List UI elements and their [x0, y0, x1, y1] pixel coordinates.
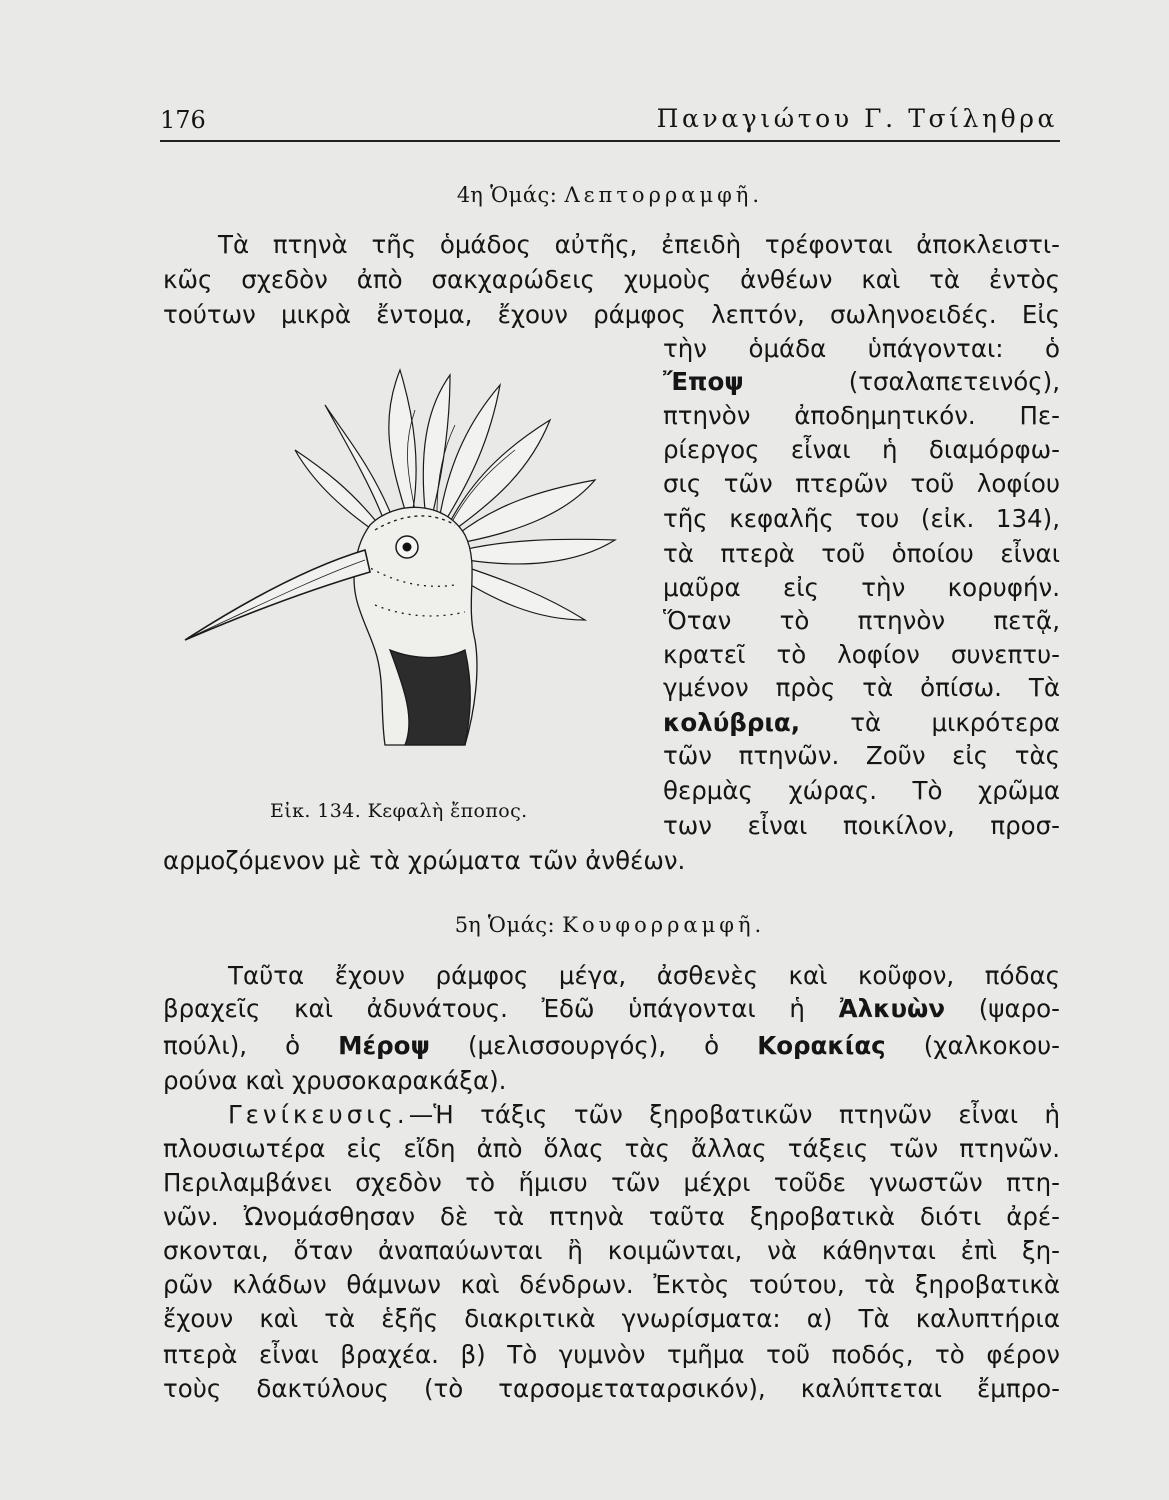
hoopoe-head-illustration: [175, 350, 655, 770]
paragraph-line: πτερὰ εἶναι βραχέα. β) Τὸ γυμνὸν τμῆμα τοῦ ποδός, τὸ φέρον: [163, 1340, 1060, 1369]
paragraph-line: ρίεργος εἶναι ἡ διαμόρφω-: [663, 435, 1060, 464]
figure-label: Εἰκ. 134.: [270, 800, 362, 822]
paragraph-line: τὰ πτερὰ τοῦ ὁποίου εἶναι: [663, 539, 1060, 568]
paragraph-line: τούτων μικρὰ ἔντομα, ἔχουν ράμφος λεπτόν, σωληνοειδές. Εἰς: [163, 300, 1060, 329]
paragraph-line: τοὺς δακτύλους (τὸ ταρσομεταταρσικόν), καλύπτεται ἔμπρο-: [163, 1374, 1060, 1403]
paragraph-line: νῶν. Ὠνομάσθησαν δὲ τὰ πτηνὰ ταῦτα ξηροβατικὰ διότι ἀρέ-: [163, 1202, 1060, 1231]
paragraph-line: Ὅταν τὸ πτηνὸν πετᾷ,: [663, 606, 1060, 635]
paragraph-line: βραχεῖς καὶ ἀδυνάτους. Ἐδῶ ὑπάγονται ἡ Ἀλκυὼν (ψαρο-: [163, 994, 1060, 1023]
eye: [396, 536, 418, 558]
term-generalization: Γενίκευσις.: [228, 1100, 409, 1129]
term-merops: Μέροψ: [338, 1031, 430, 1060]
paragraph-line: των εἶναι ποικίλον, προσ-: [663, 811, 1060, 840]
section-4-heading: 4η Ὁμάς: Λεπτορραμφῆ.: [456, 183, 764, 207]
paragraph-line: Γενίκευσις.—Ἡ τάξις τῶν ξηροβατικῶν πτηνῶν εἶναι ἡ: [228, 1100, 1060, 1129]
paragraph-line: τῆς κεφαλῆς του (εἰκ. 134),: [663, 504, 1060, 533]
paragraph-line: γμένον πρὸς τὰ ὀπίσω. Τὰ: [663, 673, 1060, 702]
paragraph-line: Ταῦτα ἔχουν ράμφος μέγα, ἀσθενὲς καὶ κοῦφον, πόδας: [228, 961, 1060, 990]
section-5-heading: 5η Ὁμάς: Κουφορραμφῆ.: [454, 913, 766, 937]
page-number: 176: [160, 106, 206, 134]
paragraph-line: κολύβρια, τὰ μικρότερα: [663, 708, 1060, 737]
term-alkyon: Ἀλκυὼν: [838, 994, 946, 1023]
paragraph-line: Τὰ πτηνὰ τῆς ὁμάδος αὐτῆς, ἐπειδὴ τρέφονται ἀποκλειστι-: [218, 230, 1060, 259]
running-head: [160, 100, 1060, 140]
paragraph-line: θερμὰς χώρας. Τὸ χρῶμα: [663, 776, 1060, 805]
paragraph-line: πτηνὸν ἀποδημητικόν. Πε-: [663, 401, 1060, 430]
paragraph-line: ἔχουν καὶ τὰ ἑξῆς διακριτικὰ γνωρίσματα: α) Τὰ καλυπτήρια: [163, 1304, 1060, 1333]
paragraph-line: μαῦρα εἰς τὴν κορυφήν.: [663, 573, 1060, 602]
paragraph-line: τὴν ὁμάδα ὑπάγονται: ὁ: [663, 334, 1060, 363]
header-rule: [160, 140, 1060, 142]
paragraph-line: σις τῶν πτερῶν τοῦ λοφίου: [663, 469, 1060, 498]
paragraph-line: αρμοζόμενον μὲ τὰ χρώματα τῶν ἀνθέων.: [163, 846, 686, 875]
paragraph-line: Ἔποψ (τσαλαπετεινός),: [663, 367, 1060, 396]
paragraph-line: σκονται, ὅταν ἀναπαύωνται ἢ κοιμῶνται, νὰ κάθηνται ἐπὶ ξη-: [163, 1236, 1060, 1265]
term-kolibria: κολύβρια,: [663, 708, 801, 737]
paragraph-line: πούλι), ὁ Μέροψ (μελισσουργός), ὁ Κορακίας (χαλκοκου-: [163, 1031, 1060, 1060]
figure-caption-text: Κεφαλὴ ἔποπος.: [367, 800, 528, 822]
paragraph-line: τῶν πτηνῶν. Ζοῦν εἰς τὰς: [663, 741, 1060, 770]
term-korakias: Κορακίας: [757, 1031, 886, 1060]
paragraph-line: κῶς σχεδὸν ἀπὸ σακχαρώδεις χυμοὺς ἀνθέων καὶ τὰ ἐντὸς: [163, 265, 1060, 294]
term-epops: Ἔποψ: [663, 367, 744, 396]
paragraph-line: Περιλαμβάνει σχεδὸν τὸ ἥμισυ τῶν μέχρι τοῦδε γνωστῶν πτη-: [163, 1168, 1060, 1197]
figure-caption: [270, 800, 528, 822]
paragraph-line: πλουσιωτέρα εἰς εἴδη ἀπὸ ὅλας τὰς ἄλλας τάξεις τῶν πτηνῶν.: [163, 1134, 1060, 1163]
paragraph-line: ρούνα καὶ χρυσοκαρακάξα).: [163, 1066, 507, 1095]
paragraph-line: κρατεῖ τὸ λοφίον συνεπτυ-: [663, 640, 1060, 669]
running-title: Παναγιώτου Γ. Τσίληθρα: [656, 104, 1058, 133]
paragraph-line: ρῶν κλάδων θάμνων καὶ δένδρων. Ἐκτὸς τούτου, τὰ ξηροβατικὰ: [163, 1270, 1060, 1299]
